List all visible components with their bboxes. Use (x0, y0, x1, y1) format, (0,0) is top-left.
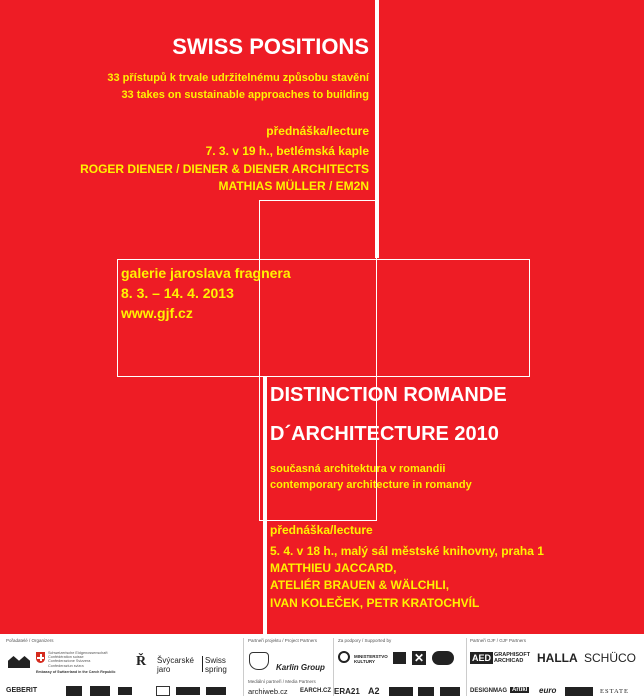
designmag-logo: DESIGNMAG (470, 688, 508, 694)
n4-logo (432, 651, 454, 665)
lecture-date-2: 5. 4. v 18 h., malý sál městské knihovny, praha 1 (270, 544, 544, 558)
swiss-coat-of-arms-icon (36, 652, 45, 663)
eu-flag-icon (156, 686, 170, 696)
swiss-confederation-text: Schweizerische Eidgenossenschaft Confédération suisse Confederazione Svizzera Confederaziun svizra (48, 651, 108, 668)
r-monogram-logo: Ř (136, 654, 147, 669)
title-distinction-line1: DISTINCTION ROMANDE (270, 384, 507, 406)
label-project-partner: Partneři projektu / Project Partners (248, 638, 318, 643)
footer-divider (466, 638, 467, 696)
subtitle-cz: 33 přístupů k trvale udržitelnému způsobu stavění (107, 72, 369, 84)
partner-logo-h (440, 687, 460, 696)
archiweb-logo: archiweb.cz (248, 687, 288, 696)
lecture-speaker-1b: MATHIAS MÜLLER / EM2N (218, 179, 369, 193)
subtitle2-en: contemporary architecture in romandy (270, 479, 472, 491)
artikl-logo: Artikl (512, 687, 528, 693)
partner-logo-c (118, 687, 132, 695)
earch-logo: EARCH.CZ (300, 688, 331, 694)
footer-divider (243, 638, 244, 696)
website: www.gjf.cz (121, 305, 193, 321)
a2-logo: A2 (368, 686, 380, 696)
partner-logo-e (206, 687, 226, 695)
karlin-group-logo: Karlin Group (276, 663, 325, 672)
gjf-logo (8, 656, 30, 668)
partner-logo-b (90, 686, 110, 696)
subtitle2-cz: současná architektura v romandii (270, 463, 446, 475)
lecture-speaker-2a: MATTHIEU JACCARD, (270, 561, 397, 575)
subtitle-en: 33 takes on sustainable approaches to building (121, 89, 369, 101)
swiss-spring-logo-left: Švýcarské jaro (157, 656, 194, 674)
ministry-of-culture-icon (338, 651, 350, 663)
lecture-speaker-2c: IVAN KOLEČEK, PETR KRATOCHVÍL (270, 596, 480, 610)
halla-logo: HALLA (537, 651, 578, 665)
archicad-logo: GRAPHISOFT ARCHICAD (494, 652, 531, 664)
x-mark-icon: ✕ (413, 651, 425, 665)
lecture-label-2: přednáška/lecture (270, 523, 373, 537)
euro-logo: euro (539, 686, 557, 695)
exhibition-dates: 8. 3. – 14. 4. 2013 (121, 285, 234, 301)
partner-logo-d (176, 687, 200, 695)
lecture-date-1: 7. 3. v 19 h., betlémská kaple (205, 144, 369, 158)
aed-logo: AED (472, 653, 492, 663)
swiss-spring-logo-right: Swiss spring (205, 656, 227, 674)
geberit-logo: GEBERIT (6, 687, 38, 694)
lecture-speaker-1a: ROGER DIENER / DIENER & DIENER ARCHITECTS (80, 162, 369, 176)
partner-logo-i (565, 687, 593, 696)
embassy-text: Embassy of Switzerland in the Czech Republic (36, 670, 116, 674)
estate-logo: ESTATE (600, 688, 629, 695)
swiss-spring-divider (202, 656, 203, 672)
lion-emblem-icon (249, 652, 269, 670)
partner-logo-f (389, 687, 413, 696)
venue-name: galerie jaroslava fragnera (121, 265, 291, 281)
lecture-speaker-2b: ATELIÉR BRAUEN & WÄLCHLI, (270, 578, 450, 592)
ministry-of-culture-logo: MINISTERSTVO KULTURY (354, 654, 388, 664)
label-media-partners: Mediální partneři / Media Partners (248, 679, 316, 684)
label-organizers: Pořadatelé / Organizers (6, 638, 54, 643)
partner-logo-g (418, 687, 434, 696)
sponsor-logo-block (393, 652, 406, 664)
era21-logo: ERA21 (334, 687, 360, 696)
partner-logo-a (66, 686, 82, 696)
sponsor-footer (0, 634, 644, 700)
label-gjf-partners: Partneři GJF / GJF Partners (470, 638, 527, 643)
label-supported-by: Za podpory / Supported by (338, 638, 392, 643)
lecture-label-1: přednáška/lecture (266, 124, 369, 138)
title-swiss-positions: SWISS POSITIONS (172, 34, 369, 59)
title-distinction-line2: D´ARCHITECTURE 2010 (270, 423, 499, 445)
schuco-logo: SCHÜCO (584, 651, 637, 665)
